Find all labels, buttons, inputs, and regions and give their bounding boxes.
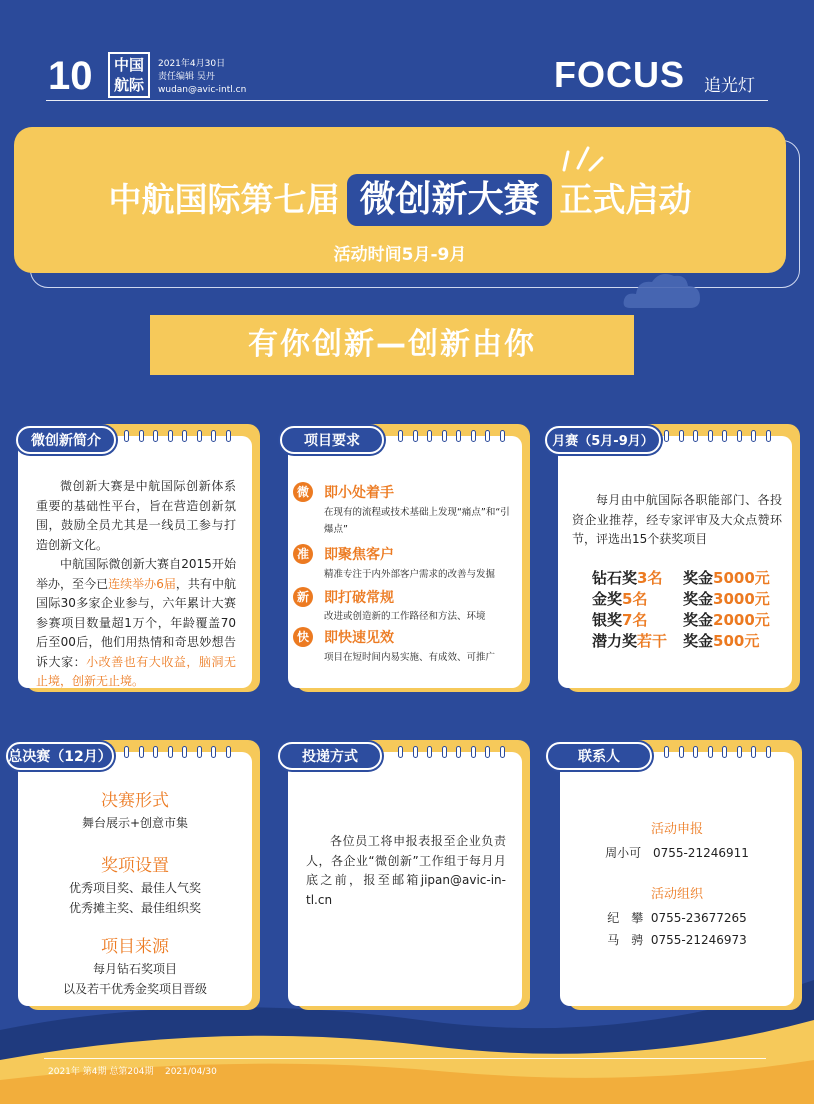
requirement-title: 即小处着手 (324, 485, 394, 501)
prize-amount-label: 奖金 (683, 590, 714, 608)
prize-count: 3名 (637, 569, 663, 587)
intro-text (36, 477, 236, 692)
requirement-desc: 项目在短时间内易实施、有成效、可推广 (324, 652, 496, 663)
header-divider (46, 100, 768, 101)
contacts-tag: 联系人 (546, 742, 652, 770)
prize-name (592, 609, 647, 630)
editor: 责任编辑 吴丹 (158, 72, 215, 82)
intro-p2-a: 中航国际微创新大赛自2015开始举办，至今已 (36, 557, 236, 591)
submission-tag: 投递方式 (278, 742, 382, 770)
binder-rings (398, 746, 505, 758)
prize-name (592, 567, 662, 588)
requirement-desc: 在现有的流程或技术基础上发现“痛点”和“引爆点” (324, 507, 510, 535)
section-title: FOCUS (554, 54, 685, 95)
final-awards-line-2: 优秀摊主奖、最佳组织奖 (68, 901, 201, 915)
prize-name (592, 588, 647, 609)
requirements-tag: 项目要求 (280, 426, 384, 454)
final-source-line-2: 以及若干优秀金奖项目晋级 (62, 982, 207, 996)
prize-count: 7名 (622, 611, 648, 629)
event-date: 活动时间5月-9月 (333, 245, 467, 265)
title-before: 中航国际第七届 (108, 180, 340, 219)
prize-amount-label: 奖金 (683, 611, 714, 629)
submission-desc: 各位员工将申报表报至企业负责人，各企业“微创新”工作组于每月月底之前，报至邮箱jipan@avic-in-tl.cn (306, 834, 506, 907)
contact-name: 周小可 (605, 846, 642, 860)
contacts-content (560, 818, 794, 950)
requirement-desc: 精准专注于内外部客户需求的改善与发掘 (324, 569, 496, 580)
prize-amount (683, 630, 759, 651)
requirement-title: 即打破常规 (324, 590, 394, 606)
prize-amount (683, 588, 770, 609)
column-name: 追光灯 (704, 76, 755, 96)
final-content (18, 786, 252, 999)
final-format-line: 舞台展示+创意市集 (81, 816, 189, 830)
contact-name: 纪 攀 (607, 911, 644, 925)
prize-count: 5名 (622, 590, 648, 608)
organizer-contact-1 (560, 908, 794, 928)
binder-rings (124, 746, 231, 758)
intro-paragraph-1: 微创新大赛是中航国际创新体系重要的基础性平台，旨在营造创新氛围，鼓励全员尤其是一线员工参与打造创新文化。 (36, 479, 236, 552)
slogan: 有你创新—创新由你 (248, 327, 536, 362)
requirement-title: 即快速见效 (324, 630, 394, 646)
title-highlight: 微创新大赛 (347, 174, 551, 226)
monthly-desc: 每月由中航国际各职能部门、各投资企业推荐，经专家评审及大众点赞环节，评选出15个获奖项目 (572, 493, 782, 546)
prize-label: 银奖 (592, 611, 623, 629)
contact-name: 马 骋 (607, 933, 644, 947)
contact-phone: 0755-21246973 (650, 933, 747, 947)
requirement-badge: 新 (293, 587, 313, 607)
organizer-contact-2 (560, 930, 794, 950)
prize-amount-value: 500元 (713, 632, 760, 650)
prize-label: 钻石奖 (592, 569, 638, 587)
final-awards-heading: 奖项设置 (101, 856, 169, 876)
contact-phone: 0755-21246911 (652, 846, 749, 860)
requirement-desc: 改进或创造新的工作路径和方法、环境 (324, 611, 486, 622)
prize-amount-label: 奖金 (683, 632, 714, 650)
final-tag: 总决赛（12月） (6, 742, 114, 770)
contact-phone: 0755-23677265 (650, 911, 747, 925)
issue-date: 2021年4月30日 (158, 59, 226, 69)
requirement-badge: 快 (293, 627, 313, 647)
intro-tag: 微创新简介 (16, 426, 116, 454)
prize-amount (683, 609, 770, 630)
prize-label: 金奖 (592, 590, 623, 608)
prize-label: 潜力奖 (592, 632, 638, 650)
apply-contact (560, 843, 794, 863)
editor-email: wudan@avic-intl.cn (158, 85, 247, 95)
logo-line-2: 航际 (113, 76, 144, 94)
requirement-title: 即聚焦客户 (324, 547, 394, 563)
final-awards-line-1: 优秀项目奖、最佳人气奖 (68, 881, 201, 895)
banner-title (14, 174, 786, 226)
spark-icon (558, 140, 606, 174)
organizer-heading: 活动组织 (650, 887, 703, 902)
title-after: 正式启动 (559, 180, 692, 219)
magazine-logo (108, 52, 150, 98)
footer-divider (44, 1058, 766, 1059)
final-source-heading: 项目来源 (101, 937, 169, 957)
page-number: 10 (48, 54, 93, 98)
binder-rings (398, 430, 505, 442)
intro-highlight: 连续举办6届 (108, 576, 176, 591)
issue-meta (158, 58, 246, 97)
binder-rings (664, 746, 771, 758)
final-source-line-1: 每月钻石奖项目 (92, 962, 177, 976)
prize-amount-label: 奖金 (683, 569, 714, 587)
intro-highlight-2: 小改善也有大收益，脑洞无止境，创新无止境。 (36, 654, 236, 688)
requirement-badge: 准 (293, 544, 313, 564)
monthly-tag: 月赛（5月-9月） (545, 426, 661, 454)
cloud-icon (622, 268, 702, 312)
binder-rings (124, 430, 231, 442)
prize-name (592, 630, 667, 651)
issue-footer: 2021年 第4期 总第204期 2021/04/30 (48, 1067, 217, 1077)
prize-count: 若干 (637, 632, 668, 650)
intro-paragraph-2 (36, 555, 236, 692)
requirement-badge: 微 (293, 482, 313, 502)
apply-heading: 活动申报 (650, 822, 703, 837)
logo-line-1: 中国 (113, 56, 144, 74)
prize-amount-value: 3000元 (713, 590, 770, 608)
prize-amount-value: 5000元 (713, 569, 770, 587)
final-format-heading: 决赛形式 (101, 791, 169, 811)
binder-rings (664, 430, 771, 442)
prize-amount-value: 2000元 (713, 611, 770, 629)
intro-p2-b: ，共有中航国际30多家企业参与，六年累计大赛参赛项目数量超1万个，年龄覆盖70后至00后，他们用热情和奇思妙想告诉大家： (36, 576, 236, 669)
prize-amount (683, 567, 770, 588)
